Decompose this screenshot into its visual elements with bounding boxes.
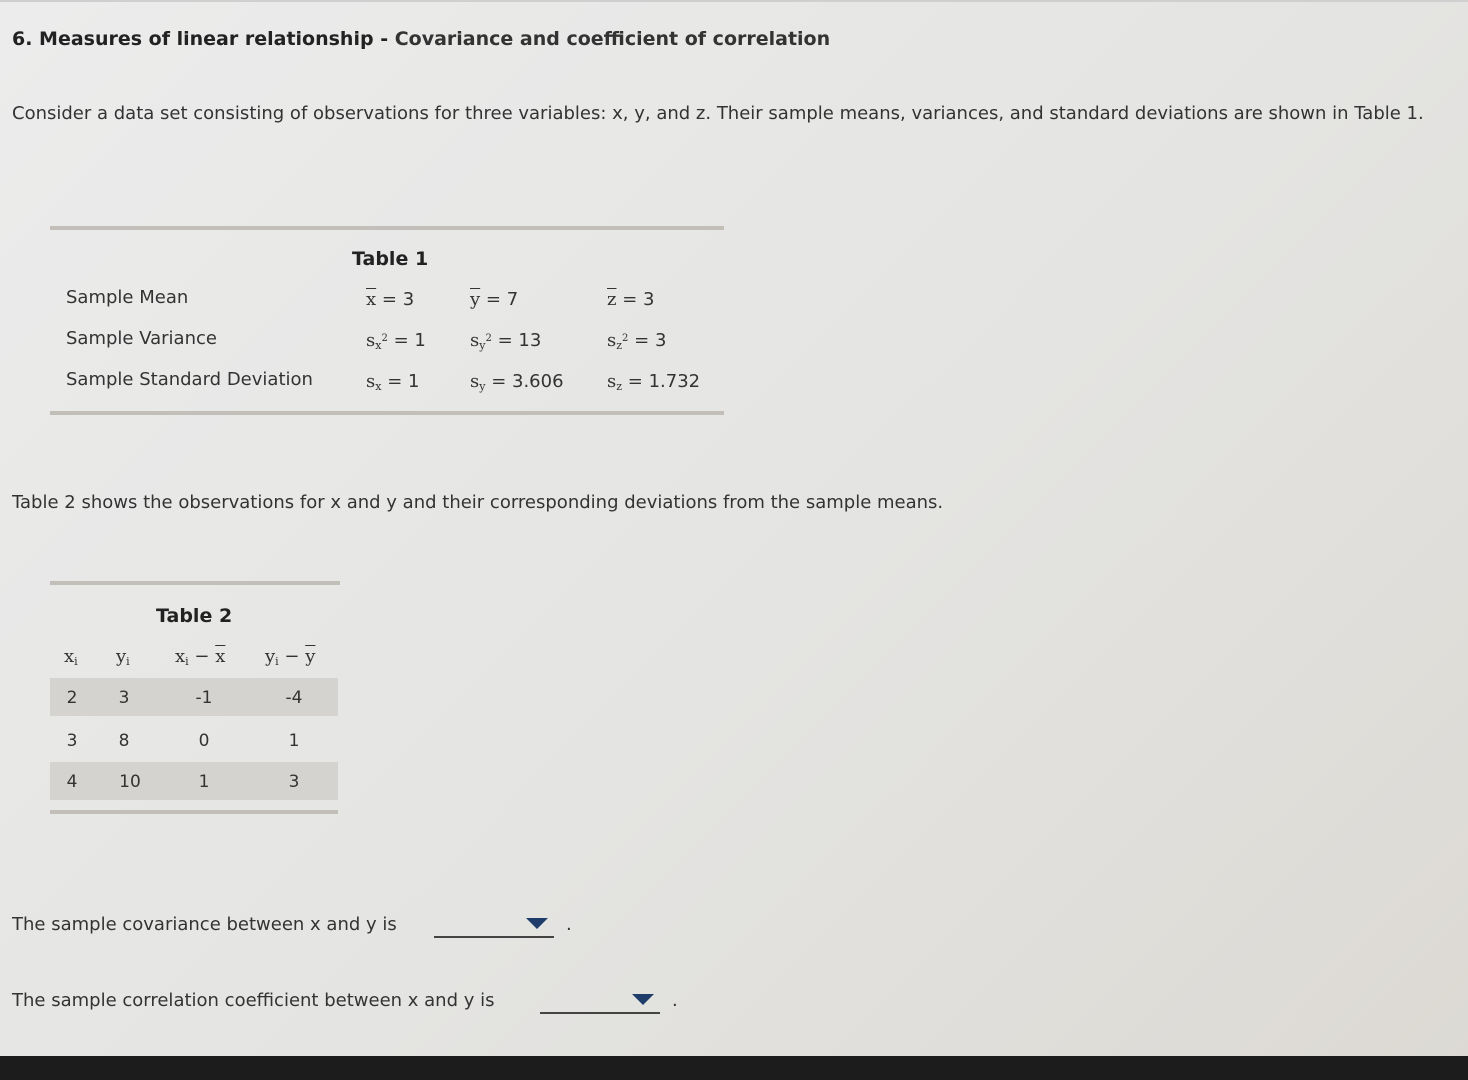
table1-bottom-rule bbox=[50, 411, 724, 415]
sd-x: sx = 1 bbox=[366, 371, 420, 393]
mean-y: $\overline{y} = 7$ bbox=[470, 289, 519, 310]
table2-description: Table 2 shows the observations for x and y and their corresponding deviations from the sample means. bbox=[12, 492, 944, 513]
cell-dy: -4 bbox=[285, 688, 303, 708]
caret-down-icon bbox=[632, 994, 654, 1005]
bottom-bezel bbox=[0, 1056, 1468, 1080]
cell-y: 3 bbox=[118, 688, 130, 708]
correlation-question: The sample correlation coefficient between x and y is bbox=[12, 990, 495, 1011]
covariance-period: . bbox=[566, 914, 572, 935]
col-header-x-deviation: xi − $\overline{x}$ bbox=[175, 646, 226, 668]
table2-top-rule bbox=[50, 581, 340, 585]
cell-dy: 1 bbox=[288, 731, 300, 751]
table2-caption: Table 2 bbox=[156, 605, 233, 627]
cell-x: 2 bbox=[66, 688, 78, 708]
mean-x: $\overline{x} = 3$ bbox=[366, 289, 415, 310]
correlation-dropdown[interactable] bbox=[540, 988, 660, 1014]
col-header-xi: xi bbox=[64, 646, 78, 668]
cell-dx: 0 bbox=[198, 731, 210, 751]
variance-z: $sz^2 = 3$ bbox=[607, 330, 667, 352]
cell-dy: 3 bbox=[288, 772, 300, 792]
variance-x: $sx^2 = 1$ bbox=[366, 330, 426, 352]
table2-bottom-rule bbox=[50, 810, 338, 814]
caret-down-icon bbox=[526, 918, 548, 929]
col-header-y-deviation: yi − $\overline{y}$ bbox=[265, 646, 316, 668]
table1-caption: Table 1 bbox=[352, 248, 429, 270]
top-divider bbox=[0, 0, 1468, 2]
col-header-yi: yi bbox=[116, 646, 130, 668]
cell-x: 4 bbox=[66, 772, 78, 792]
row-label-variance: Sample Variance bbox=[66, 328, 217, 349]
cell-dx: -1 bbox=[195, 688, 213, 708]
intro-text: Consider a data set consisting of observations for three variables: x, y, and z. Their sample means, variances, and standard deviations are shown in Table 1. bbox=[12, 103, 1424, 124]
correlation-period: . bbox=[672, 990, 678, 1011]
row-label-sd: Sample Standard Deviation bbox=[66, 369, 313, 390]
page-title: 6. Measures of linear relationship - Covariance and coefficient of correlation bbox=[12, 28, 831, 50]
mean-z: $\overline{z} = 3$ bbox=[607, 289, 655, 310]
covariance-dropdown[interactable] bbox=[434, 912, 554, 938]
cell-y: 10 bbox=[119, 772, 141, 792]
table1-top-rule bbox=[50, 226, 724, 230]
cell-y: 8 bbox=[118, 731, 130, 751]
cell-dx: 1 bbox=[198, 772, 210, 792]
sd-z: sz = 1.732 bbox=[607, 371, 701, 393]
cell-x: 3 bbox=[66, 731, 78, 751]
variance-y: $sy^2 = 13$ bbox=[470, 330, 542, 352]
covariance-question: The sample covariance between x and y is bbox=[12, 914, 397, 935]
sd-y: sy = 3.606 bbox=[470, 371, 564, 393]
row-label-mean: Sample Mean bbox=[66, 287, 189, 308]
